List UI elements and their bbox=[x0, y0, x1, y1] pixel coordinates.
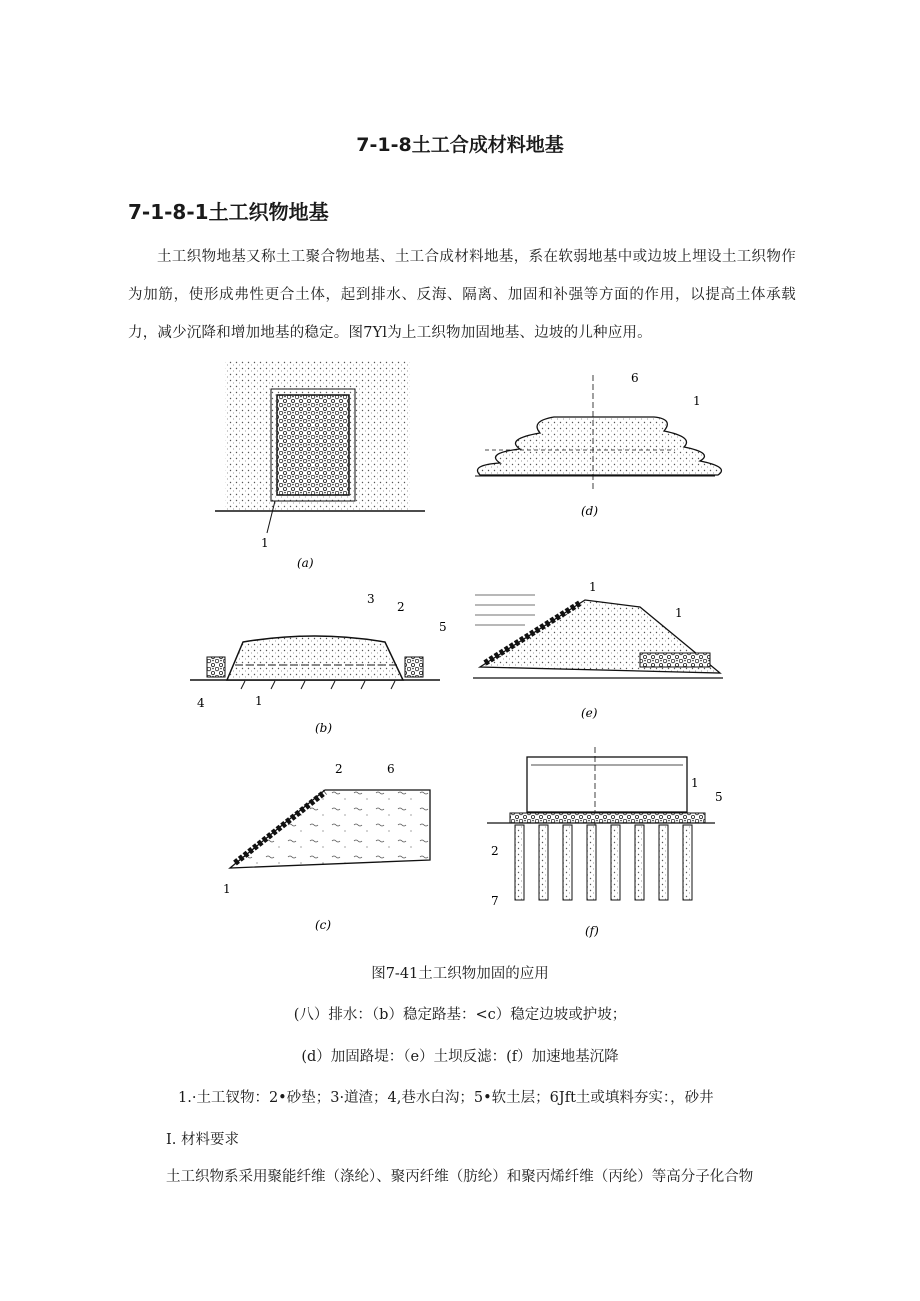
callout-label: 2 bbox=[397, 600, 405, 614]
callout-label: 2 bbox=[491, 844, 499, 858]
intro-paragraph: 土工织物地基又称土工聚合物地基、土工合成材料地基，系在软弱地基中或边坡上埋设土工织物作为加筋，使形成弗性更合土体，起到排水、反海、隔离、加固和补强等方面的作用，以提高土体承载力，减少沉降和增加地基的稳定。图7Yl为上工织物加固地基、边坡的儿种应用。 bbox=[128, 249, 796, 341]
panel-f-diagram bbox=[487, 747, 715, 900]
material-heading: I. 材料要求 bbox=[166, 1132, 239, 1148]
callout-label: 1 bbox=[693, 394, 701, 408]
callout-label: 1 bbox=[255, 694, 263, 708]
panel-b-diagram bbox=[190, 636, 440, 689]
panel-e-diagram bbox=[473, 593, 723, 688]
section-heading: 7-1-8-1土工织物地基 bbox=[128, 200, 329, 224]
callout-label: 1 bbox=[589, 580, 597, 594]
callout-label: 7 bbox=[491, 894, 499, 908]
panel-c-diagram bbox=[230, 790, 430, 868]
caption-line-1: (八）排水：（b）稳定路基：<c）稳定边坡或护坡； bbox=[293, 1007, 627, 1023]
panel-label-c: (c) bbox=[315, 918, 332, 932]
panel-label-b: (b) bbox=[315, 721, 333, 735]
panel-a-diagram bbox=[215, 360, 425, 533]
panel-d-diagram bbox=[475, 375, 721, 490]
callout-label: 1 bbox=[261, 536, 269, 550]
callout-label: 1 bbox=[675, 606, 683, 620]
caption-line-2: (d）加固路堤：（e）土坝反滤：(f）加速地基沉降 bbox=[301, 1049, 619, 1065]
callout-label: 6 bbox=[387, 762, 395, 776]
panel-label-d: (d) bbox=[581, 504, 599, 518]
material-paragraph: 土工织物系采用聚能纤维（涤纶）、聚丙纤维（肪纶）和聚丙烯纤维（丙纶）等高分子化合物 bbox=[166, 1169, 754, 1185]
callout-label: 4 bbox=[197, 696, 205, 710]
panel-label-a: (a) bbox=[297, 556, 314, 570]
callout-label: 2 bbox=[335, 762, 343, 776]
callout-label: 1 bbox=[223, 882, 231, 896]
panel-label-e: (e) bbox=[581, 706, 598, 720]
figure-geotextile-applications bbox=[175, 355, 745, 955]
figure-caption: 图7-41土工织物加固的应用 bbox=[371, 966, 549, 982]
figure-legend: 1.·土工钗物：2•砂垫；3·道渣；4,巷水白沟；5•软土层；6Jft土或填料夯实：，砂井 bbox=[178, 1090, 714, 1106]
panel-label-f: (f) bbox=[585, 924, 599, 938]
callout-label: 1 bbox=[691, 776, 699, 790]
callout-label: 5 bbox=[439, 620, 447, 634]
callout-label: 3 bbox=[367, 592, 375, 606]
page-title: 7-1-8土工合成材料地基 bbox=[356, 134, 564, 156]
callout-label: 5 bbox=[715, 790, 723, 804]
callout-label: 6 bbox=[631, 371, 639, 385]
